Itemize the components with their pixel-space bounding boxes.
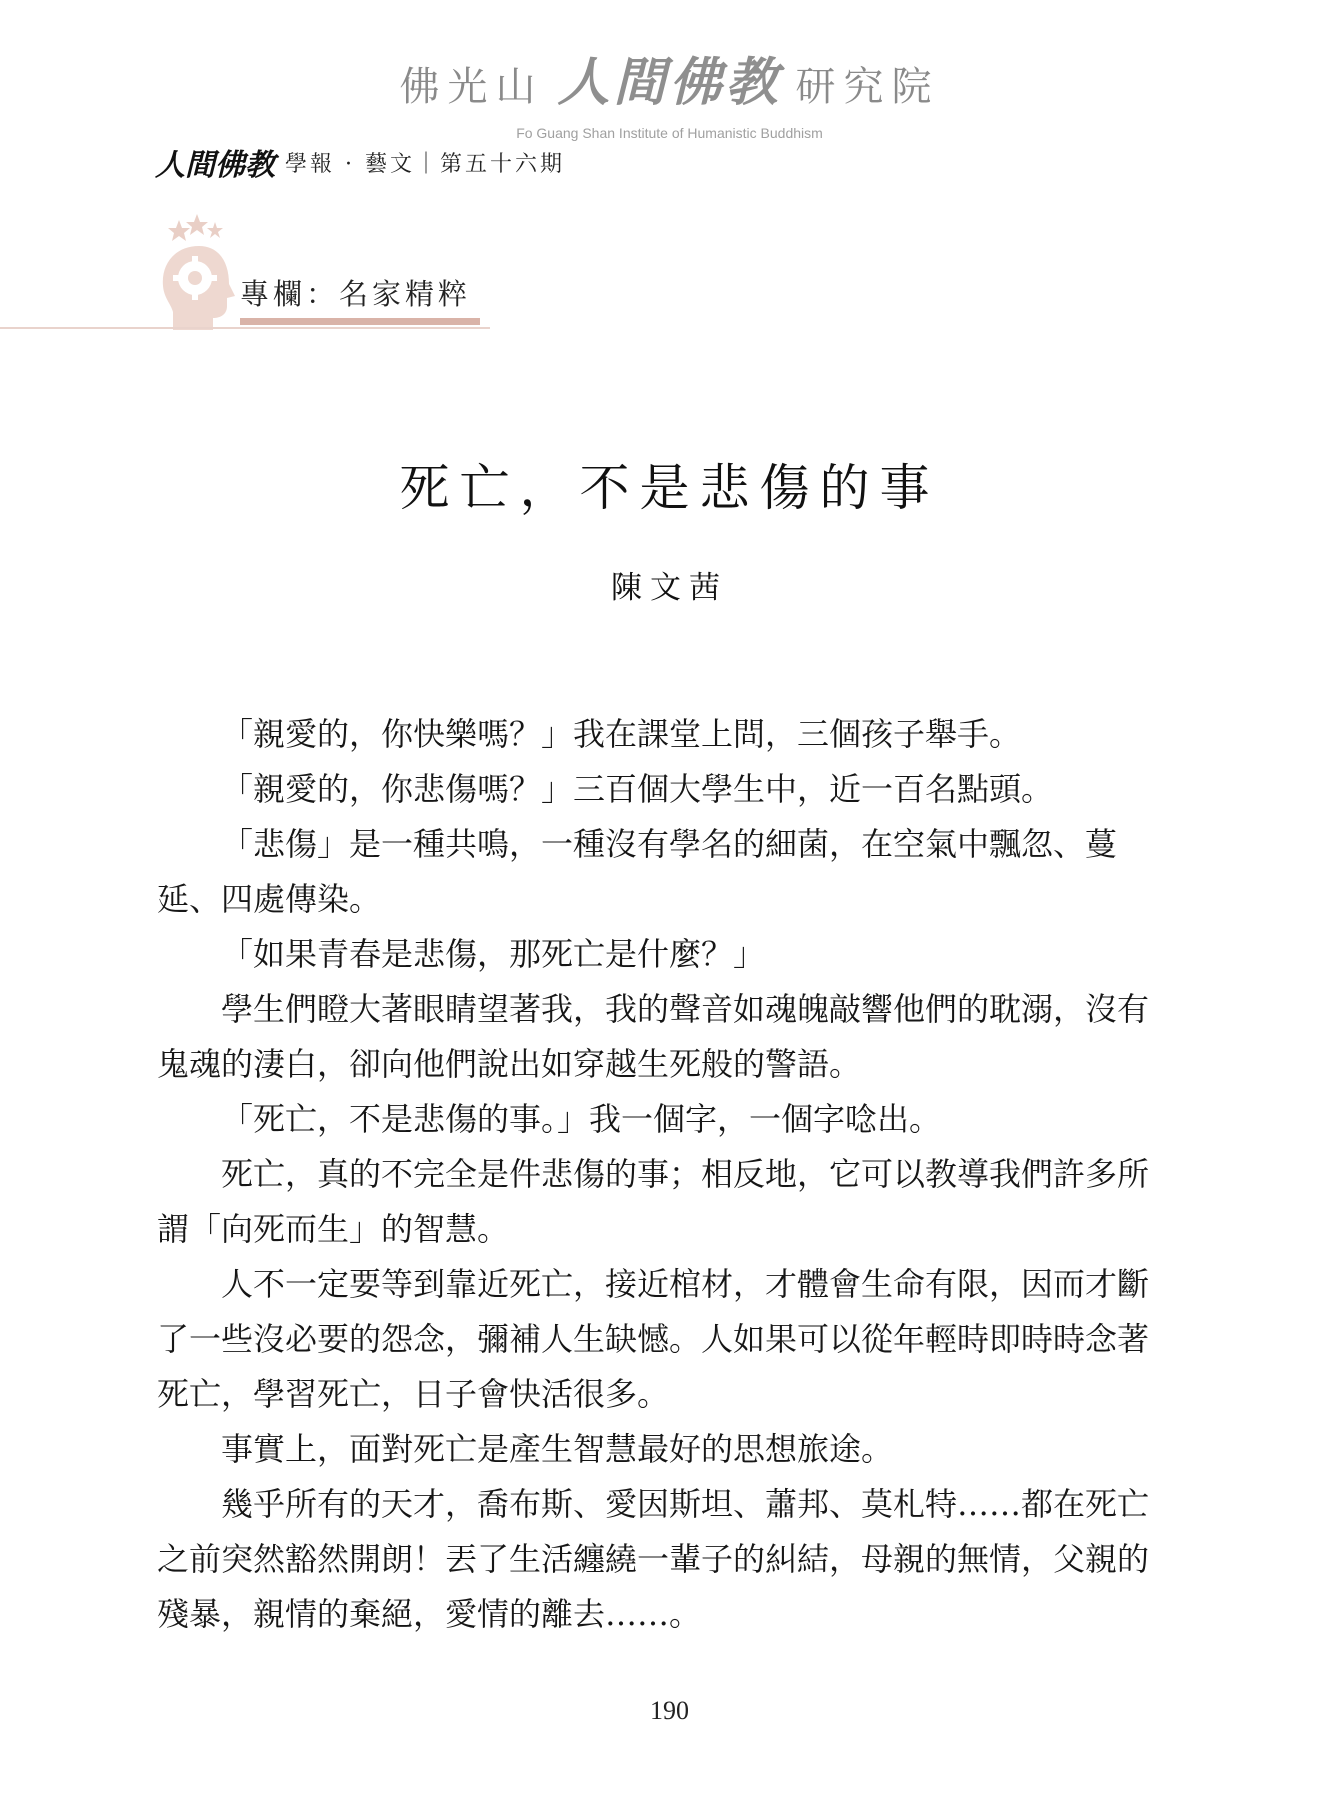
journal-issue-info: 學報 · 藝文｜第五十六期 [285,151,565,177]
page-number: 190 [650,1696,689,1725]
paragraph: 死亡，真的不完全是件悲傷的事；相反地，它可以教導我們許多所謂「向死而生」的智慧。 [157,1155,1150,1248]
institute-brand-logo: 人間佛教 [557,53,782,113]
institute-english-name: Fo Guang Shan Institute of Humanistic Buddhism [516,125,823,141]
head-gear-icon [153,212,245,330]
journal-header [155,140,565,184]
institute-header [0,40,1339,141]
institute-suffix: 研究院 [795,64,940,110]
article-title: 死亡，不是悲傷的事 [399,459,940,517]
paragraph: 「悲傷」是一種共鳴，一種沒有學名的細菌，在空氣中飄忽、蔓延、四處傳染。 [157,825,1118,918]
paragraph: 學生們瞪大著眼睛望著我，我的聲音如魂魄敲響他們的耽溺，沒有鬼魂的淒白，卻向他們說出如穿越生死般的警語。 [157,990,1150,1083]
paragraph: 「親愛的，你快樂嗎？」我在課堂上問，三個孩子舉手。 [221,715,1022,753]
column-divider [0,327,490,329]
paragraph: 「親愛的，你悲傷嗎？」三百個大學生中，近一百名點頭。 [221,770,1054,808]
journal-brand-logo: 人間佛教 [155,148,275,183]
column-label: 專欄：名家精粹 [240,277,472,311]
article-body [157,707,1157,1642]
institute-title [399,40,939,115]
paragraph: 「死亡，不是悲傷的事。」我一個字，一個字唸出。 [221,1100,942,1138]
paragraph: 幾乎所有的天才，喬布斯、愛因斯坦、蕭邦、莫札特……都在死亡之前突然豁然開朗！丟了生活纏繞一輩子的糾結，母親的無情，父親的殘暴，親情的棄絕，愛情的離去……。 [157,1485,1150,1633]
paragraph: 「如果青春是悲傷，那死亡是什麼？」 [221,935,766,973]
institute-prefix: 佛光山 [399,64,544,110]
article-author: 陳文茜 [611,570,728,606]
paragraph: 人不一定要等到靠近死亡，接近棺材，才體會生命有限，因而才斷了一些沒必要的怨念，彌補人生缺憾。人如果可以從年輕時即時時念著死亡，學習死亡，日子會快活很多。 [157,1265,1150,1413]
paragraph: 事實上，面對死亡是產生智慧最好的思想旅途。 [221,1430,894,1468]
column-underline [240,318,480,325]
